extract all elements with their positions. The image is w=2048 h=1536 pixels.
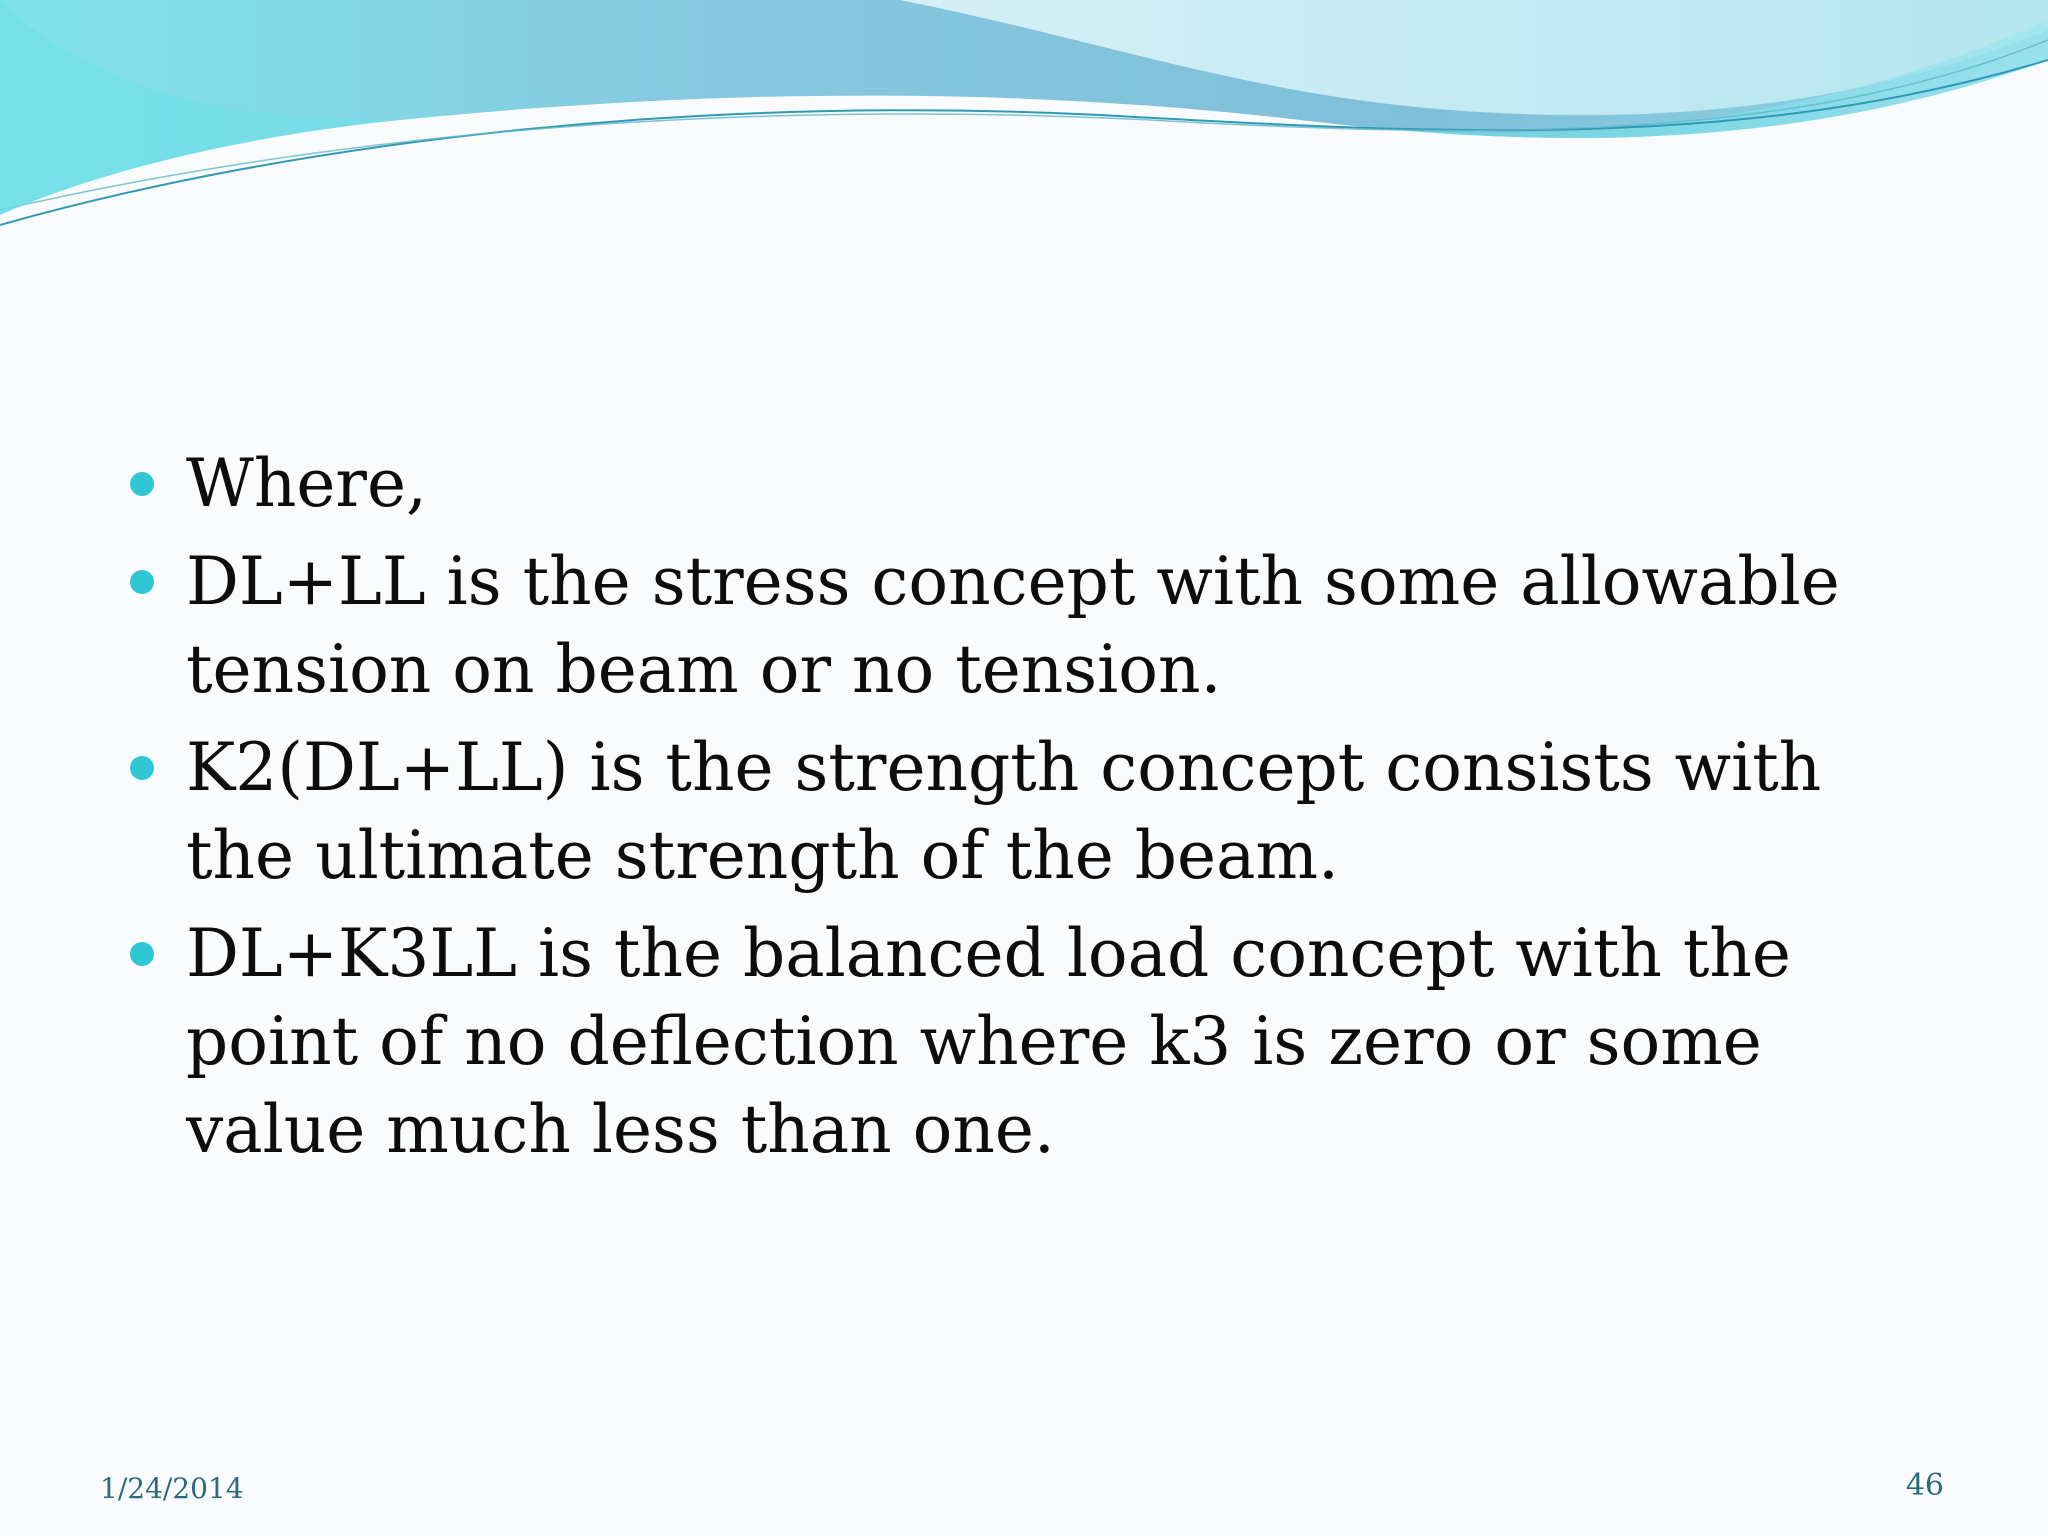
list-item [128,724,1928,900]
bullet-text: DL+K3LL is the balanced load concept with the point of no deflection where k3 is zero or some value much less than one. [186,915,1791,1168]
bullet-text: K2(DL+LL) is the strength concept consists with the ultimate strength of the beam. [186,729,1822,894]
header-wave-decoration [0,0,2048,240]
bullet-icon [130,570,154,594]
bullet-icon [130,756,154,780]
list-item [128,440,1928,528]
bullet-icon [130,942,154,966]
bullet-text: DL+LL is the stress concept with some allowable tension on beam or no tension. [186,543,1840,708]
bullet-text: Where, [186,445,427,522]
list-item [128,538,1928,714]
slide-page-number: 46 [1905,1468,1944,1503]
slide-date: 1/24/2014 [100,1472,244,1505]
list-item [128,910,1928,1174]
bullet-icon [130,472,154,496]
bullet-list [128,440,1928,1184]
